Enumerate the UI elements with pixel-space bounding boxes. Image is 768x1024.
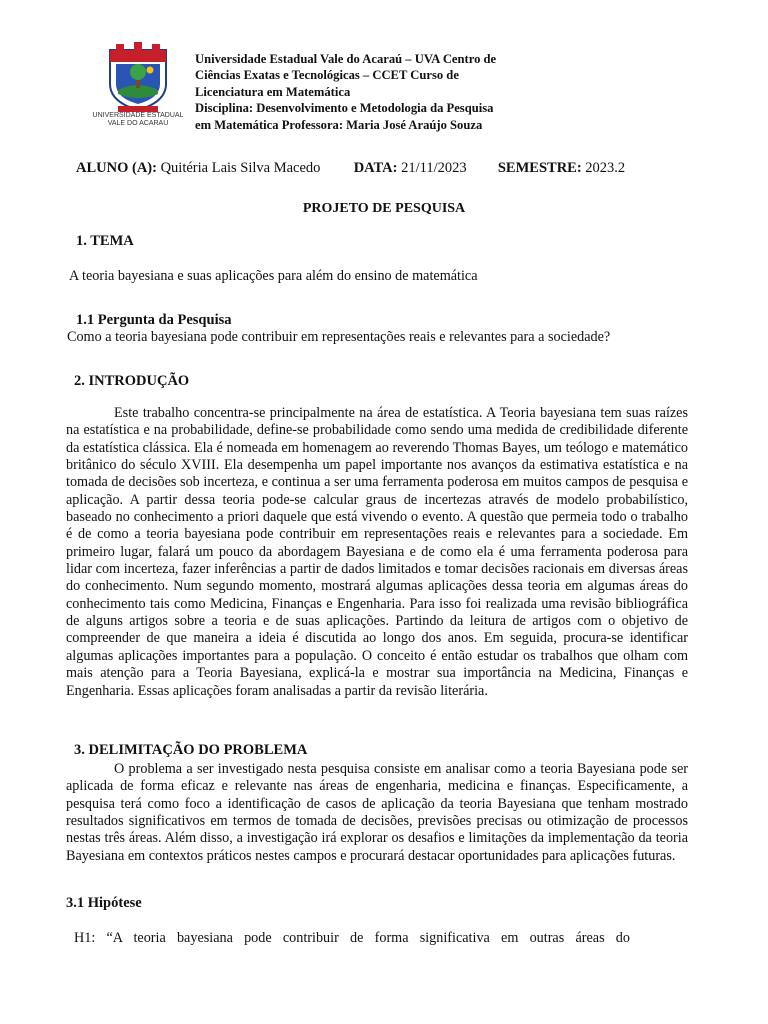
delimitacao-paragraph: O problema a ser investigado nesta pesquisa consiste em analisar como a teoria Bayesiana pode ser aplicada de forma eficaz e relevante nas áreas de engenharia, medicina e finanças. Especificamente, a pesquisa terá como foco a identificação de casos de aplicação da teoria Bayesiana que tenham mostrado resultados significativos em termos de tomada de decisões, previsões precisas ou otimização de processos nestas três áreas. Além disso, a investigação irá explorar os desafios e limitações da implementação da teoria Bayesiana em contextos práticos nestes campos e procurará destacar oportunidades para aplicações futuras. — [66, 761, 688, 864]
institution-line: Disciplina: Desenvolvimento e Metodologia da Pesquisa — [195, 101, 494, 116]
logo-caption: UNIVERSIDADE ESTADUAL VALE DO ACARAÚ — [92, 112, 184, 127]
document-title: PROJETO DE PESQUISA — [302, 201, 466, 216]
section-heading-tema: 1. TEMA — [76, 233, 134, 249]
semester-value: 2023.2 — [585, 160, 626, 176]
institution-line: Licenciatura em Matemática — [195, 84, 351, 99]
university-logo — [92, 40, 184, 136]
institution-header — [195, 51, 575, 133]
date-value: 21/11/2023 — [401, 160, 467, 176]
student-name: Quitéria Lais Silva Macedo — [160, 160, 321, 176]
tema-text: A teoria bayesiana e suas aplicações para além do ensino de matemática — [69, 268, 478, 284]
section-heading-hipotese: 3.1 Hipótese — [66, 895, 142, 911]
institution-line: Universidade Estadual Vale do Acaraú – UVA Centro de — [195, 52, 497, 66]
section-heading-introducao: 2. INTRODUÇÃO — [74, 373, 190, 389]
section-heading-pergunta: 1.1 Pergunta da Pesquisa — [76, 312, 232, 328]
semester-label: SEMESTRE: — [497, 160, 582, 176]
hipotese-text: H1: “A teoria bayesiana pode contribuir de forma significativa em outras áreas do — [74, 930, 630, 946]
pergunta-text: Como a teoria bayesiana pode contribuir em representações reais e relevantes para a sociedade? — [67, 329, 611, 345]
introducao-paragraph: Este trabalho concentra-se principalmente na área de estatística. A Teoria bayesiana tem suas raízes na estatística e na probabilidade, define-se probabilidade como sendo uma medida de credibilidade diferente da estatística clássica. Ela é nomeada em homenagem ao reverendo Thomas Bayes, um teólogo e matemático britânico do século XVIII. Ela desempenha um papel importante nos avanços da estimativa estatística e na tomada de decisões sob incerteza, e continua a ser uma ferramenta poderosa em muitos campos de pesquisa e aplicação. A partir dessa teoria pode-se calcular graus de incertezas através de modelo probabilístico, baseado no conhecimento a priori daquele que está vivendo o evento. A questão que permeia todo o trabalho é de como a teoria bayesiana pode contribuir em representações reais e relevantes para a sociedade. Em primeiro lugar, falará um pouco da abordagem Bayesiana e de como ela é uma ferramenta poderosa para lidar com incerteza, fazer inferências a partir de dados limitados e tomar decisões racionais em diversas áreas do conhecimento. Num segundo momento, mostrará algumas aplicações dessa teoria em algumas áreas do conhecimento tais como Medicina, Finanças e Engenharia. Para isso foi realizada uma revisão bibliográfica de alguns artigos sobre a teoria e de suas aplicações. Partindo da leitura de artigos com o objetivo de compreender de que maneira a ideia é discutida ao longo dos anos. Em seguida, procura-se identificar algumas aplicações importantes para a população. O conceito é então estudar os trabalhos que olham com mais atenção para a Teoria Bayesiana, explicá-la e mostrar sua importância na Medicina, Finanças e Engenharia. Essas aplicações foram analisadas a partir da revisão literária. — [66, 405, 688, 699]
student-info-row — [76, 160, 625, 177]
date-label: DATA: — [353, 160, 398, 176]
institution-line: em Matemática Professora: Maria José Araújo Souza — [195, 117, 483, 132]
student-label: ALUNO (A): — [76, 160, 157, 176]
section-heading-delimitacao: 3. DELIMITAÇÃO DO PROBLEMA — [74, 742, 308, 758]
institution-line: Ciências Exatas e Tecnológicas – CCET Curso de — [195, 68, 459, 83]
